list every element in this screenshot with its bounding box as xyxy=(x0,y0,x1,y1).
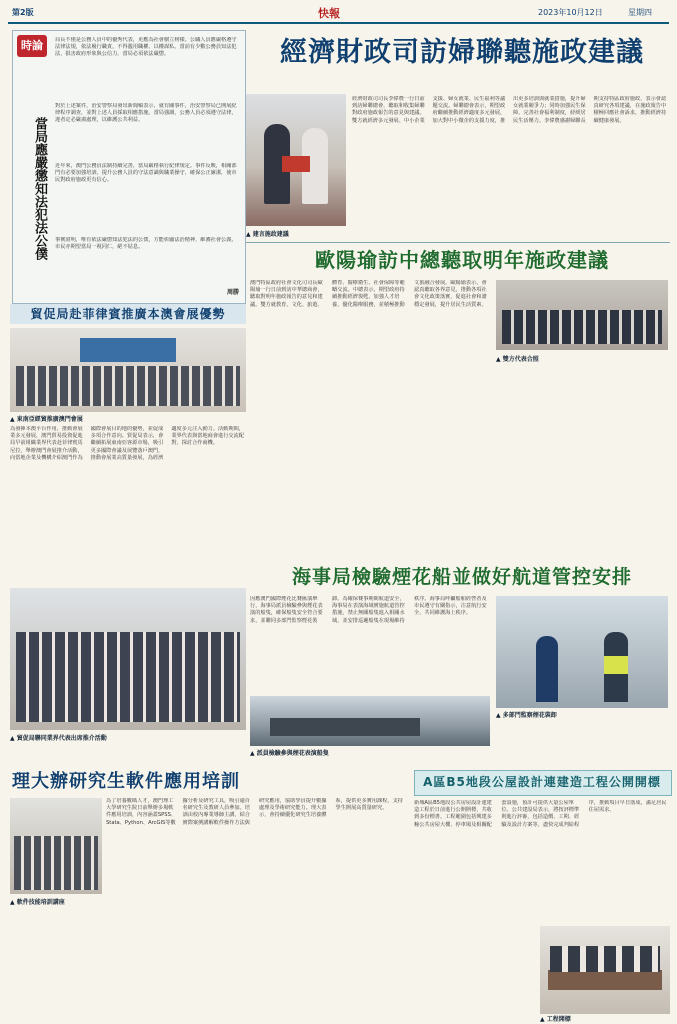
marine-photo-2-ship xyxy=(270,718,420,736)
marine-photo-2-caption: ▲ 派員檢驗參與煙花表演船隻 xyxy=(250,750,329,757)
left-feature-bottom-photo xyxy=(10,588,246,730)
marine-photo-1-caption: ▲ 多部門監察煙花裝卸 xyxy=(496,712,557,719)
commentary-para-2: 對於上述案件，治安警察局發出新聞稿表示，就有關事件，治安警察局已開展紀律程序調查，並對上述人員採取相應措施。當局強調，公務人員必須遵守法律，違者定必嚴肅處理，以維護公共利益。 xyxy=(55,103,237,124)
works-photo-caption: ▲ 工程開標 xyxy=(540,1016,571,1023)
commentary-byline: 周勝 xyxy=(226,289,239,296)
training-photo-audience xyxy=(14,836,98,890)
main-story-divider xyxy=(246,242,670,243)
left-feature-bottom-caption: ▲ 貿促局聯同業界代表出席推介活動 xyxy=(10,735,107,742)
training-headline: 理大辦研究生軟件應用培訓 xyxy=(12,771,240,792)
commentary-para-4: 事實證明，唯有依法嚴懲知法犯法的公僕，方能彰顯法治精神，維護社會公義，市民亦期望當局一視同仁，絕不姑息。 xyxy=(55,237,237,251)
works-photo-people xyxy=(550,946,660,972)
commentary-para-1: 局長不僅是公務人員中的優秀代表，更應為社會樹立榜樣。公職人員應嚴格遵守法律法規，依法履行職責，不得濫用職權、以權謀私。當前有少數公務員知法犯法，損害政府形象與公信力，當局必須依法嚴懲。 xyxy=(55,37,237,58)
works-photo xyxy=(540,926,670,1014)
left-feature-photo-caption: ▲ 東南亞經貿推廣澳門會展 xyxy=(10,416,83,423)
second-photo-caption: ▲ 雙方代表合照 xyxy=(496,356,539,363)
marine-text: 因應澳門國際煙花比賽匯演舉行，海事局派員檢驗參與煙花表演的船隻，確保船隻安全符合要求，並聯同多部門監察煙花裝卸。為確保賽事期間航道安全，海事局在表演海域實施航道管控措施，禁止無關船隻進入相關水域，並安排巡邏船隻在現場維持秩序。海事局呼籲船舶經營者及市民遵守有關指示，注意航行安全，共同維護海上秩序。 xyxy=(250,596,487,624)
commentary-block xyxy=(12,30,246,304)
masthead-rule xyxy=(8,22,669,24)
main-headline: 經濟財政司訪婦聯聽施政建議 xyxy=(280,37,644,68)
works-photo-table xyxy=(548,970,662,990)
commentary-headline: 當局應嚴懲知法犯法公僕 xyxy=(32,117,47,260)
training-photo-caption: ▲ 軟件技能培訓講座 xyxy=(10,899,65,906)
marine-headline: 海事局檢驗煙花船並做好航道管控安排 xyxy=(291,566,632,588)
masthead xyxy=(8,4,669,22)
second-photo-group xyxy=(502,310,662,344)
commentary-para-3: 近年來，澳門公務員法制持續完善，當局嚴格執行紀律規定。事件反映，相關部門有必要加強培訓，提升公務人員的守法意識與職業操守，確保公正廉潔，使市民對政府施政更有信心。 xyxy=(55,163,237,184)
marine-photo-2 xyxy=(250,696,490,746)
marine-photo-1-vest xyxy=(604,656,628,674)
main-photo-caption: ▲ 建言施政建議 xyxy=(246,231,289,238)
works-text: 新城A區B5地段公共房屋設計連建造工程於日前進行公開開標，共收到多份標書。工程範圍包括興建多幢公共房屋大樓、停車場及相關配套設施，預計可提供大量公屋單位。公共建設局表示，將按評標準則進行評審，包括造價、工期、經驗及設計方案等，盡快完成判給程序，推動項目早日落成，滿足居民住屋需求。 xyxy=(414,800,667,828)
left-feature-banner xyxy=(80,338,176,362)
left-feature-crowd xyxy=(16,366,240,406)
second-headline: 歐陽瑜訪中總聽取明年施政建議 xyxy=(315,248,609,272)
edition-label: 第2版 xyxy=(12,8,34,17)
second-photo xyxy=(496,280,668,350)
commentary-tag: 時論 xyxy=(17,35,47,57)
left-feature-text: 為發揮本澳平台作用，推動會展業多元發展，澳門貿易投資促進局早前組織業界代表赴菲律賓馬尼拉，舉辦澳門會展推介活動，向當地企業及機構介紹澳門作為國際會展目的地的優勢，並促成多項合作意向。貿促局表示，會繼續拓展東南亞客源市場，吸引更多國際會議及展覽落戶澳門，推動會展業高質量發展，為經濟適度多元注入動力。活動期間，業界代表與當地商會進行交流配對，探討合作商機。 xyxy=(10,426,244,461)
second-story-text: 澳門特區政府社會文化司司長歐陽瑜一行日前到訪中華總商會，聽取對明年施政報告的意見和建議。雙方就教育、文化、旅遊、體育、醫療衛生、社會保障等範疇交流。中總表示，期望政府持續推動經濟復甦，加強人才培養，優化醫療服務，並積極推動文旅融合發展。歐陽瑜表示，會認真聽取各界意見，推動各項社會文化政策落實，促進社會和諧穩定發展，提升居民生活質素。 xyxy=(250,280,487,308)
left-feature-headline: 貿促局赴菲律賓推廣本澳會展優勢 xyxy=(30,307,226,321)
left-feature-bottom-crowd xyxy=(16,632,240,722)
main-story-text: 經濟財政司司長李偉農一行日前到訪婦聯總會，聽取和收集婦聯對政府施政報告的意見與建議。雙方就經濟多元發展、中小企業支援、婦女就業、民生福利等議題交流。婦聯總會表示，期望政府繼續推動經濟適度多元發展，加大對中小微企的支援力度，推出更多培訓與就業措施，提升婦女就業競爭力；同時加強民生保障，完善社會福利制度，紓緩居民生活壓力。李偉農感謝婦聯長期支持特區政府施政，表示會認真研究各項建議，在施政報告中積極回應社會訴求，推動經濟持續健康發展。 xyxy=(352,96,667,124)
marine-photo-1 xyxy=(496,596,668,708)
left-feature-photo xyxy=(10,328,246,412)
works-headline: A區B5地段公屋設計連建造工程公開開標 xyxy=(423,775,661,789)
main-photo xyxy=(246,94,346,226)
marine-photo-1-officer-a xyxy=(536,636,558,702)
newspaper-logo: 快報 xyxy=(318,7,340,20)
issue-date: 2023年10月12日 xyxy=(538,8,603,17)
training-text: 為了培養數碼人才，澳門理工大學研究生院日前舉辦多場軟件應用培訓，內容涵蓋SPSS、Stata、Python、ArcGIS等數據分析及研究工具，吸引逾百名研究生及教研人員參加。培訓由校內專業導師主講，結合實際案例講解軟件操作方法與研究應用，協助學員提升數據處理及學術研究能力。理大表示，會持續優化研究生培養體系，提供更多實用課程，支持學生開展高質量研究。 xyxy=(106,798,403,826)
main-photo-document xyxy=(282,156,310,172)
training-photo xyxy=(10,798,102,894)
issue-weekday: 星期四 xyxy=(628,8,652,17)
